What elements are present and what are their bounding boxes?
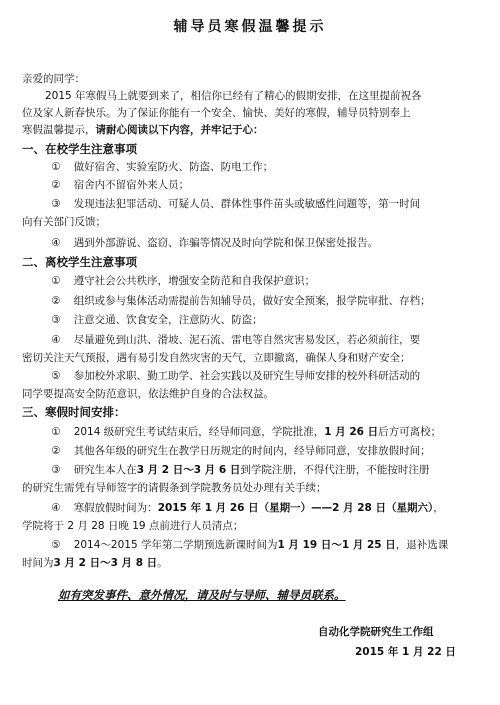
intro-line-3 — [22, 123, 264, 137]
signature-organization: 自动化学院研究生工作组 — [318, 626, 434, 638]
list-item: ③ 注意交通、饮食安全，注意防火、防盗； — [51, 314, 263, 326]
list-item: ④ 遇到外部游说、盗窃、诈骗等情况及时向学院和保卫保密处报告。 — [51, 237, 379, 249]
list-item: ⑤ 参加校外求职、勤工助学、社会实践以及研究生导师安排的校外科研活动的 — [51, 370, 421, 382]
intro-text: 寒假温馨提示， — [22, 124, 96, 136]
intro-emphasis: 请耐心阅读以下内容，并牢记于心： — [95, 124, 264, 136]
list-item: ① 做好宿舍、实验室防火、防盗、防电工作； — [51, 161, 274, 173]
list-item: ② 组织或参与集体活动需提前告知辅导员，做好安全预案，报学院审批、存档； — [51, 295, 431, 307]
list-item: ⑤ 2014～2015 学年第二学期预选新课时间为1 月 19 日～1 月 25 日，退补选课 — [51, 539, 449, 551]
signature-date: 2015 年 1 月 22 日 — [355, 646, 456, 658]
list-item: ① 遵守社会公共秩序，增强安全防范和自我保护意识； — [51, 275, 316, 287]
contact-warning: 如有突发事件、意外情况，请及时与导师、辅导员联系。 — [58, 588, 346, 602]
greeting: 亲爱的同学： — [22, 73, 85, 85]
intro-line-1: 2015 年寒假马上就要到来了，相信你已经有了精心的假期安排，在这里提前祝各 — [45, 90, 422, 102]
section-3-heading: 三、寒假时间安排： — [22, 405, 126, 419]
list-item: ④ 尽量避免到山洪、滑坡、泥石流、雷电等自然灾害易发区，若必须前往，要 — [51, 334, 421, 346]
list-item-continued: 同学要提高安全防范意识，依法维护自身的合法权益。 — [22, 388, 274, 400]
list-item-continued: 学院将于 2 月 28 日晚 19 点前进行人员清点； — [22, 520, 244, 532]
list-item-continued: 时间为3 月 2 日～3 月 8 日。 — [22, 557, 168, 569]
intro-line-2: 位及家人新春快乐。为了保证你能有一个安全、愉快、美好的寒假，辅导员特别奉上 — [22, 107, 411, 119]
list-item: ③ 发现违法犯罪活动、可疑人员、群体性事件苗头或敏感性问题等，第一时间 — [51, 198, 421, 210]
list-item: ② 宿舍内不留宿外来人员； — [51, 179, 190, 191]
list-item: ① 2014 级研究生考试结束后，经导师同意，学院批准，1 月 26 日后方可离校； — [51, 426, 442, 438]
list-item: ③ 研究生本人在3 月 2 日～3 月 6 日到学院注册，不得代注册，不能按时注册 — [51, 464, 430, 476]
list-item-continued: 的研究生需凭有导师签字的请假条到学院教务员处办理有关手续； — [22, 482, 327, 494]
page-title: 辅导员寒假温馨提示 — [173, 19, 327, 35]
section-1-heading: 一、在校学生注意事项 — [22, 142, 137, 156]
list-item: ④ 寒假放假时间为：2015 年 1 月 26 日（星期一）——2 月 28 日（星期六）， — [51, 502, 444, 514]
list-item-continued: 向有关部门反馈； — [22, 216, 106, 228]
section-2-heading: 二、离校学生注意事项 — [22, 255, 137, 269]
list-item: ② 其他各年级的研究生在教学日历规定的时间内，经导师同意，安排放假时间； — [51, 445, 431, 457]
list-item-continued: 密切关注天气预报，遇有易引发自然灾害的天气，立即撤离，确保人身和财产安全； — [22, 352, 411, 364]
